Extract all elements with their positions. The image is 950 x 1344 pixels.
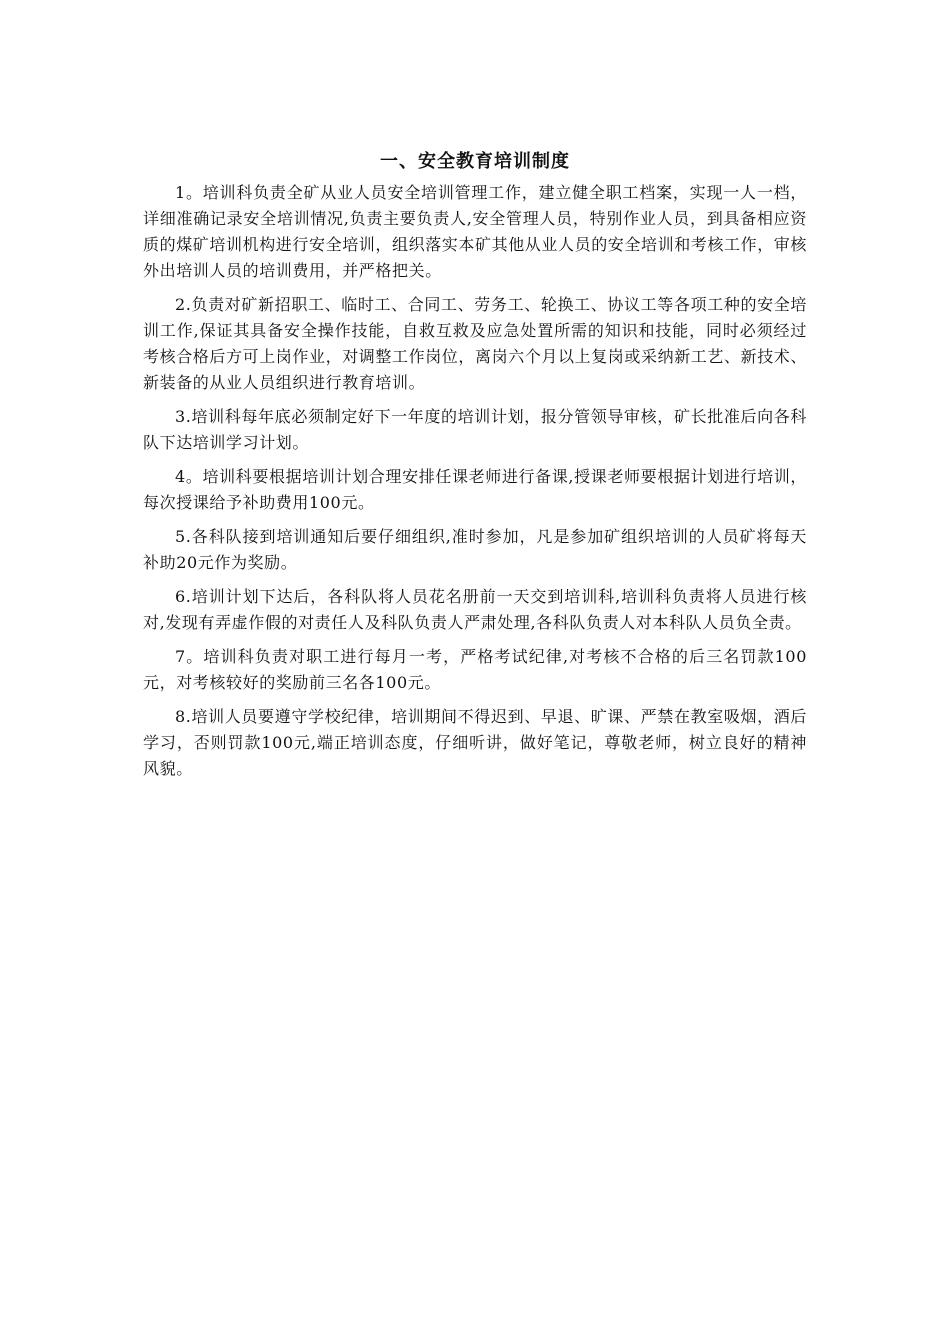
document-page <box>143 148 807 790</box>
paragraph-4: 4。培训科要根据培训计划合理安排任课老师进行备课,授课老师要根据计划进行培训，每次授课给予补助费用100元。 <box>143 467 807 512</box>
paragraph-7: 7。培训科负责对职工进行每月一考，严格考试纪律,对考核不合格的后三名罚款100元，对考核较好的奖励前三名各100元。 <box>143 647 807 692</box>
paragraph-1: 1。培训科负责全矿从业人员安全培训管理工作，建立健全职工档案，实现一人一档，详细准确记录安全培训情况,负责主要负责人,安全管理人员，特别作业人员，到具备相应资质的煤矿培训机构进行安全培训，组织落实本矿其他从业人员的安全培训和考核工作，审核外出培训人员的培训费用，并严格把关。 <box>143 183 808 280</box>
paragraph-6: 6.培训计划下达后，各科队将人员花名册前一天交到培训科,培训科负责将人员进行核对,发现有弄虚作假的对责任人及科队负责人严肃处理,各科队负责人对本科队人员负全责。 <box>143 587 807 632</box>
paragraph-2: 2.负责对矿新招职工、临时工、合同工、劳务工、轮换工、协议工等各项工种的安全培训工作,保证其具备安全操作技能，自救互救及应急处置所需的知识和技能，同时必须经过考核合格后方可上岗作业，对调整工作岗位，离岗六个月以上复岗或采纳新工艺、新技术、新装备的从业人员组织进行教育培训。 <box>143 295 808 392</box>
paragraph-8: 8.培训人员要遵守学校纪律，培训期间不得迟到、早退、旷课、严禁在教室吸烟，酒后学习，否则罚款100元,端正培训态度，仔细听讲，做好笔记，尊敬老师，树立良好的精神风貌。 <box>143 707 807 778</box>
document-title: 一、安全教育培训制度 <box>380 151 570 172</box>
paragraph-3: 3.培训科每年底必须制定好下一年度的培训计划，报分管领导审核，矿长批准后向各科队下达培训学习计划。 <box>143 407 807 452</box>
paragraph-5: 5.各科队接到培训通知后要仔细组织,准时参加，凡是参加矿组织培训的人员矿将每天补助20元作为奖励。 <box>143 527 807 572</box>
